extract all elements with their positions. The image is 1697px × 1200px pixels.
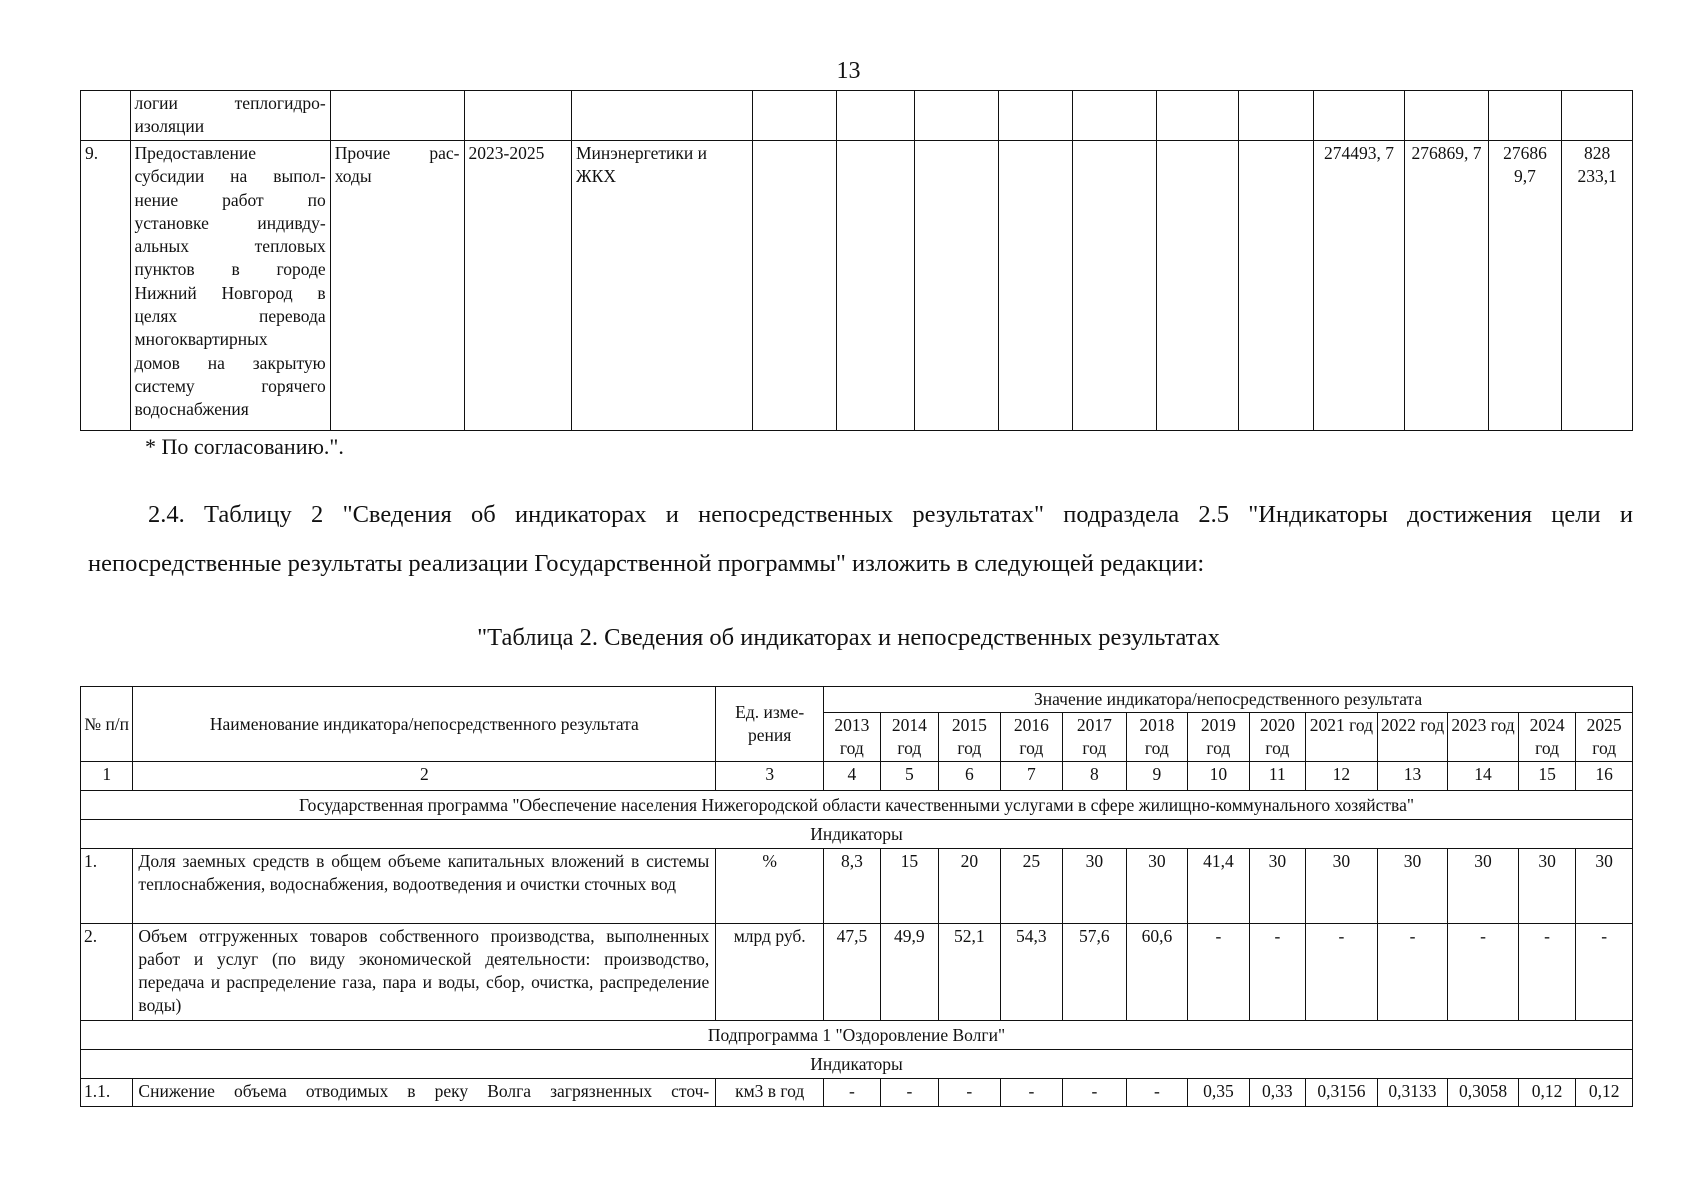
column-number: 4 — [824, 762, 880, 791]
indicator-name: Доля заемных средств в общем объеме капитальных вложений в системы теплоснабжения, водоснабжения, водоотведения и очистки сточных вод — [133, 849, 716, 924]
value-cell: - — [1518, 924, 1575, 1021]
table-row — [81, 1079, 1633, 1107]
value-cell: 15 — [880, 849, 938, 924]
executor-cell: Минэнергетики и ЖКХ — [571, 141, 752, 431]
indicators-label: Индикаторы — [81, 820, 1633, 849]
header-year: 2019 год — [1188, 713, 1250, 762]
indicators-label-row — [81, 820, 1633, 849]
measure-name-line: Нижний Новгород в — [134, 282, 326, 303]
table-row-continuation — [81, 91, 1633, 141]
value-cell: - — [1377, 924, 1448, 1021]
measure-name-line: системy горячего — [134, 375, 326, 396]
column-number: 9 — [1126, 762, 1188, 791]
value-cell: 0,3156 — [1306, 1079, 1378, 1107]
indicators-label-row — [81, 1050, 1633, 1079]
column-number: 13 — [1377, 762, 1448, 791]
page-number: 13 — [836, 58, 861, 84]
indicator-name: Объем отгруженных товаров собственного производства, выполненных работ и услуг (по виду экономической деятельности: производство, передача и распределение газа, пара и воды, сбор, очистка, распределение воды) — [133, 924, 716, 1021]
value-cell: 41,4 — [1188, 849, 1250, 924]
indicators-label: Индикаторы — [81, 1050, 1633, 1079]
value-cell: - — [1448, 924, 1519, 1021]
value-cell: - — [1306, 924, 1378, 1021]
header-row-1 — [81, 687, 1633, 713]
value-cell: - — [1576, 924, 1633, 1021]
measure-name-line: альных тепловых — [134, 236, 326, 257]
header-unit: Ед. изме- рения — [716, 687, 824, 762]
value-cell: 0,33 — [1249, 1079, 1305, 1107]
amendment-paragraph: 2.4. Таблицу 2 "Сведения об индикаторах и непосредственных результатах" подраздела 2.5 "Индикаторы достижения цели и непосредственные результаты реализации Государственной программы" изложить в следующей редакции: — [88, 501, 1633, 577]
value-cell: 25 — [1000, 849, 1063, 924]
column-number: 7 — [1000, 762, 1063, 791]
header-year: 2013 год — [824, 713, 880, 762]
expense-type-cell: Прочие рас- ходы — [330, 141, 464, 431]
value-cell: - — [1126, 1079, 1188, 1107]
header-year: 2015 год — [939, 713, 1001, 762]
measure-name-line: установке индивду- — [134, 212, 326, 233]
value-cell: 47,5 — [824, 924, 880, 1021]
period-cell: 2023-2025 — [464, 141, 571, 431]
value-cell: - — [1063, 1079, 1127, 1107]
indicators-table — [80, 686, 1633, 1107]
value-cell: 0,3058 — [1448, 1079, 1519, 1107]
value-cell: - — [824, 1079, 880, 1107]
value-cell: - — [1249, 924, 1305, 1021]
column-number: 2 — [133, 762, 716, 791]
subprogram-row — [81, 1021, 1633, 1050]
value-total: 828 233,1 — [1562, 141, 1633, 431]
column-number: 3 — [716, 762, 824, 791]
column-number: 16 — [1576, 762, 1633, 791]
value-cell: - — [1000, 1079, 1063, 1107]
footnote: * По согласованию.". — [145, 434, 344, 459]
header-year: 2018 год — [1126, 713, 1188, 762]
column-number: 12 — [1306, 762, 1378, 791]
value-cell: 49,9 — [880, 924, 938, 1021]
measure-name-line: целях перевода — [134, 306, 326, 327]
measure-name-line: нение работ по — [134, 189, 326, 210]
table-row — [81, 924, 1633, 1021]
value-cell: 54,3 — [1000, 924, 1063, 1021]
value-cell: 52,1 — [939, 924, 1001, 1021]
header-year: 2016 год — [1000, 713, 1063, 762]
value-cell: 57,6 — [1063, 924, 1127, 1021]
value-2025: 27686 9,7 — [1488, 141, 1562, 431]
measure-name-line: многоквартирных — [134, 329, 268, 350]
value-cell: 0,12 — [1576, 1079, 1633, 1107]
financing-table-continuation — [80, 90, 1633, 431]
value-cell: 30 — [1448, 849, 1519, 924]
row-number: 1. — [81, 849, 133, 924]
value-cell: 0,3133 — [1377, 1079, 1448, 1107]
column-number: 6 — [939, 762, 1001, 791]
measure-name-cell — [130, 141, 330, 431]
value-cell: 0,12 — [1518, 1079, 1575, 1107]
value-cell: 30 — [1249, 849, 1305, 924]
column-number: 11 — [1249, 762, 1305, 791]
measure-name-line: водоснабжения — [134, 399, 249, 420]
subprogram-title: Подпрограмма 1 "Оздоровление Волги" — [81, 1021, 1633, 1050]
column-number: 5 — [880, 762, 938, 791]
value-cell: 30 — [1377, 849, 1448, 924]
value-cell: 8,3 — [824, 849, 880, 924]
row-number: 9. — [81, 141, 131, 431]
indicator-unit: % — [716, 849, 824, 924]
indicator-unit: км3 в год — [716, 1079, 824, 1107]
table-row-9 — [81, 141, 1633, 431]
column-number: 15 — [1518, 762, 1575, 791]
row-number: 2. — [81, 924, 133, 1021]
header-year: 2021 год — [1306, 713, 1378, 762]
column-number: 10 — [1188, 762, 1250, 791]
column-number: 1 — [81, 762, 133, 791]
header-year: 2022 год — [1377, 713, 1448, 762]
value-2024: 276869, 7 — [1405, 141, 1488, 431]
measure-name-line: домов на закрытую — [134, 352, 326, 373]
header-name: Наименование индикатора/непосредственного результата — [133, 687, 716, 762]
row-number: 1.1. — [81, 1079, 133, 1107]
value-cell: - — [1188, 924, 1250, 1021]
value-2023: 274493, 7 — [1313, 141, 1405, 431]
value-cell: 30 — [1306, 849, 1378, 924]
header-year: 2017 год — [1063, 713, 1127, 762]
program-title: Государственная программа "Обеспечение населения Нижегородской области качественными услугами в сфере жилищно-коммунального хозяйства" — [81, 791, 1633, 820]
column-number-row — [81, 762, 1633, 791]
program-row — [81, 791, 1633, 820]
table2-title: "Таблица 2. Сведения об индикаторах и непосредственных результатах — [477, 624, 1220, 651]
value-cell: 30 — [1518, 849, 1575, 924]
measure-name-line: субсидии на выпол- — [134, 166, 326, 187]
value-cell: 30 — [1576, 849, 1633, 924]
cont-name-cell — [130, 91, 330, 141]
indicator-name: Снижение объема отводимых в реку Волга загрязненных сточ- — [133, 1079, 716, 1107]
header-year: 2025 год — [1576, 713, 1633, 762]
value-cell: - — [939, 1079, 1001, 1107]
header-year: 2024 год — [1518, 713, 1575, 762]
table-row — [81, 849, 1633, 924]
header-year: 2020 год — [1249, 713, 1305, 762]
indicator-unit: млрд руб. — [716, 924, 824, 1021]
measure-name-line: пунктов в городе — [134, 259, 326, 280]
value-cell: 60,6 — [1126, 924, 1188, 1021]
measure-name-line: Предоставление — [134, 143, 256, 163]
cont-name-line: логии теплогидро- — [134, 93, 326, 113]
header-num: № п/п — [81, 687, 133, 762]
value-cell: - — [880, 1079, 938, 1107]
value-cell: 30 — [1126, 849, 1188, 924]
header-year: 2014 год — [880, 713, 938, 762]
column-number: 8 — [1063, 762, 1127, 791]
header-value-group: Значение индикатора/непосредственного результата — [824, 687, 1633, 713]
value-cell: 0,35 — [1188, 1079, 1250, 1107]
column-number: 14 — [1448, 762, 1519, 791]
value-cell: 20 — [939, 849, 1001, 924]
header-year: 2023 год — [1448, 713, 1519, 762]
value-cell: 30 — [1063, 849, 1127, 924]
cont-name-line: изоляции — [134, 116, 205, 137]
